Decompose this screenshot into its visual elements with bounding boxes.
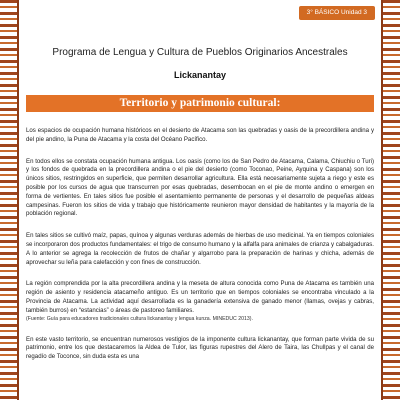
document-body — [26, 127, 374, 375]
border-line-right — [381, 0, 383, 400]
decorative-border-right — [383, 0, 400, 400]
border-line-left — [17, 0, 19, 400]
section-title: Territorio y patrimonio cultural: — [119, 97, 281, 109]
section-header — [26, 95, 374, 112]
decorative-border-left — [0, 0, 17, 400]
paragraph-4: La región comprendida por la alta precordillera andina y la meseta de altura conocida como Puna de Atacama es también una región de asiento y residencia atacameño antiguo. Es un territorio que en tiempos coloniales se encontraba vinculado a la Provincia de Atacama. La actividad aquí desarrollada es la ganadería extensiva de ganado menor (llamas, ovejas y cabras, también burros) en “estancias” o áreas de pastoreo familiares. — [26, 280, 374, 314]
paragraph-3: En tales sitios se cultivó maíz, papas, quínoa y algunas verduras además de hierbas de uso medicinal. Ya en tiempos coloniales se incorporaron dos productos fundamentales: el trigo de consumo humano y la alfalfa para animales de crianza y cabalgaduras. A lo anterior se agrega la recolección de frutos de chañar y algarrobo para la preparación de harinas y chicha, además de aprovechar su leña para calefacción y con fines de construcción. — [26, 232, 374, 266]
paragraph-1: Los espacios de ocupación humana históricos en el desierto de Atacama son las quebradas y oasis de la precordillera andina y del pie andino, la Puna de Atacama y la costa del Océano Pacífico. — [26, 127, 374, 143]
source-citation: (Fuente: Guía para educadores tradicionales cultura lickanantay y lengua kunza. MINEDUC 2013). — [26, 315, 253, 322]
paragraph-5: En este vasto territorio, se encuentran numerosos vestigios de la imponente cultura lickanantay, que forman parte vivida de su patrimonio, entre los que destacaremos la Aldea de Tulor, las figuras rupestres del Alero de Taira, las Chullpas y el canal de regadío de Toconce, sin duda esta es una — [26, 335, 374, 361]
people-name: Lickanantay — [173, 70, 227, 80]
program-title: Programa de Lengua y Cultura de Pueblos Originarios Ancestrales — [52, 47, 348, 58]
unit-badge: 3° BÁSICO Unidad 3 — [299, 6, 375, 20]
paragraph-2: En todos ellos se constata ocupación humana antigua. Los oasis (como los de San Pedro de Atacama, Calama, Chiuchiu o Turi) y los fondos de quebrada en la precordillera andina o el pie del desierto (como Toconao, Peine, Ayquina y Caspana) son los únicos sitios, restringidos en superficie, que permiten desarrollar agricultura. Ella está necesariamente sujeta a riego y este es posible por los cursos de agua que transcurren por esas quebradas, desembocan en el pie de monte andino o emergen en forma de vertientes. En tales sitios fue posible el asentamiento permanente de personas y el desarrollo de pequeñas aldeas campesinas. Fueron los sitios de vida y trabajo que históricamente reunieron mayor densidad de habitantes y la mayoría de la población regional. — [26, 157, 374, 218]
